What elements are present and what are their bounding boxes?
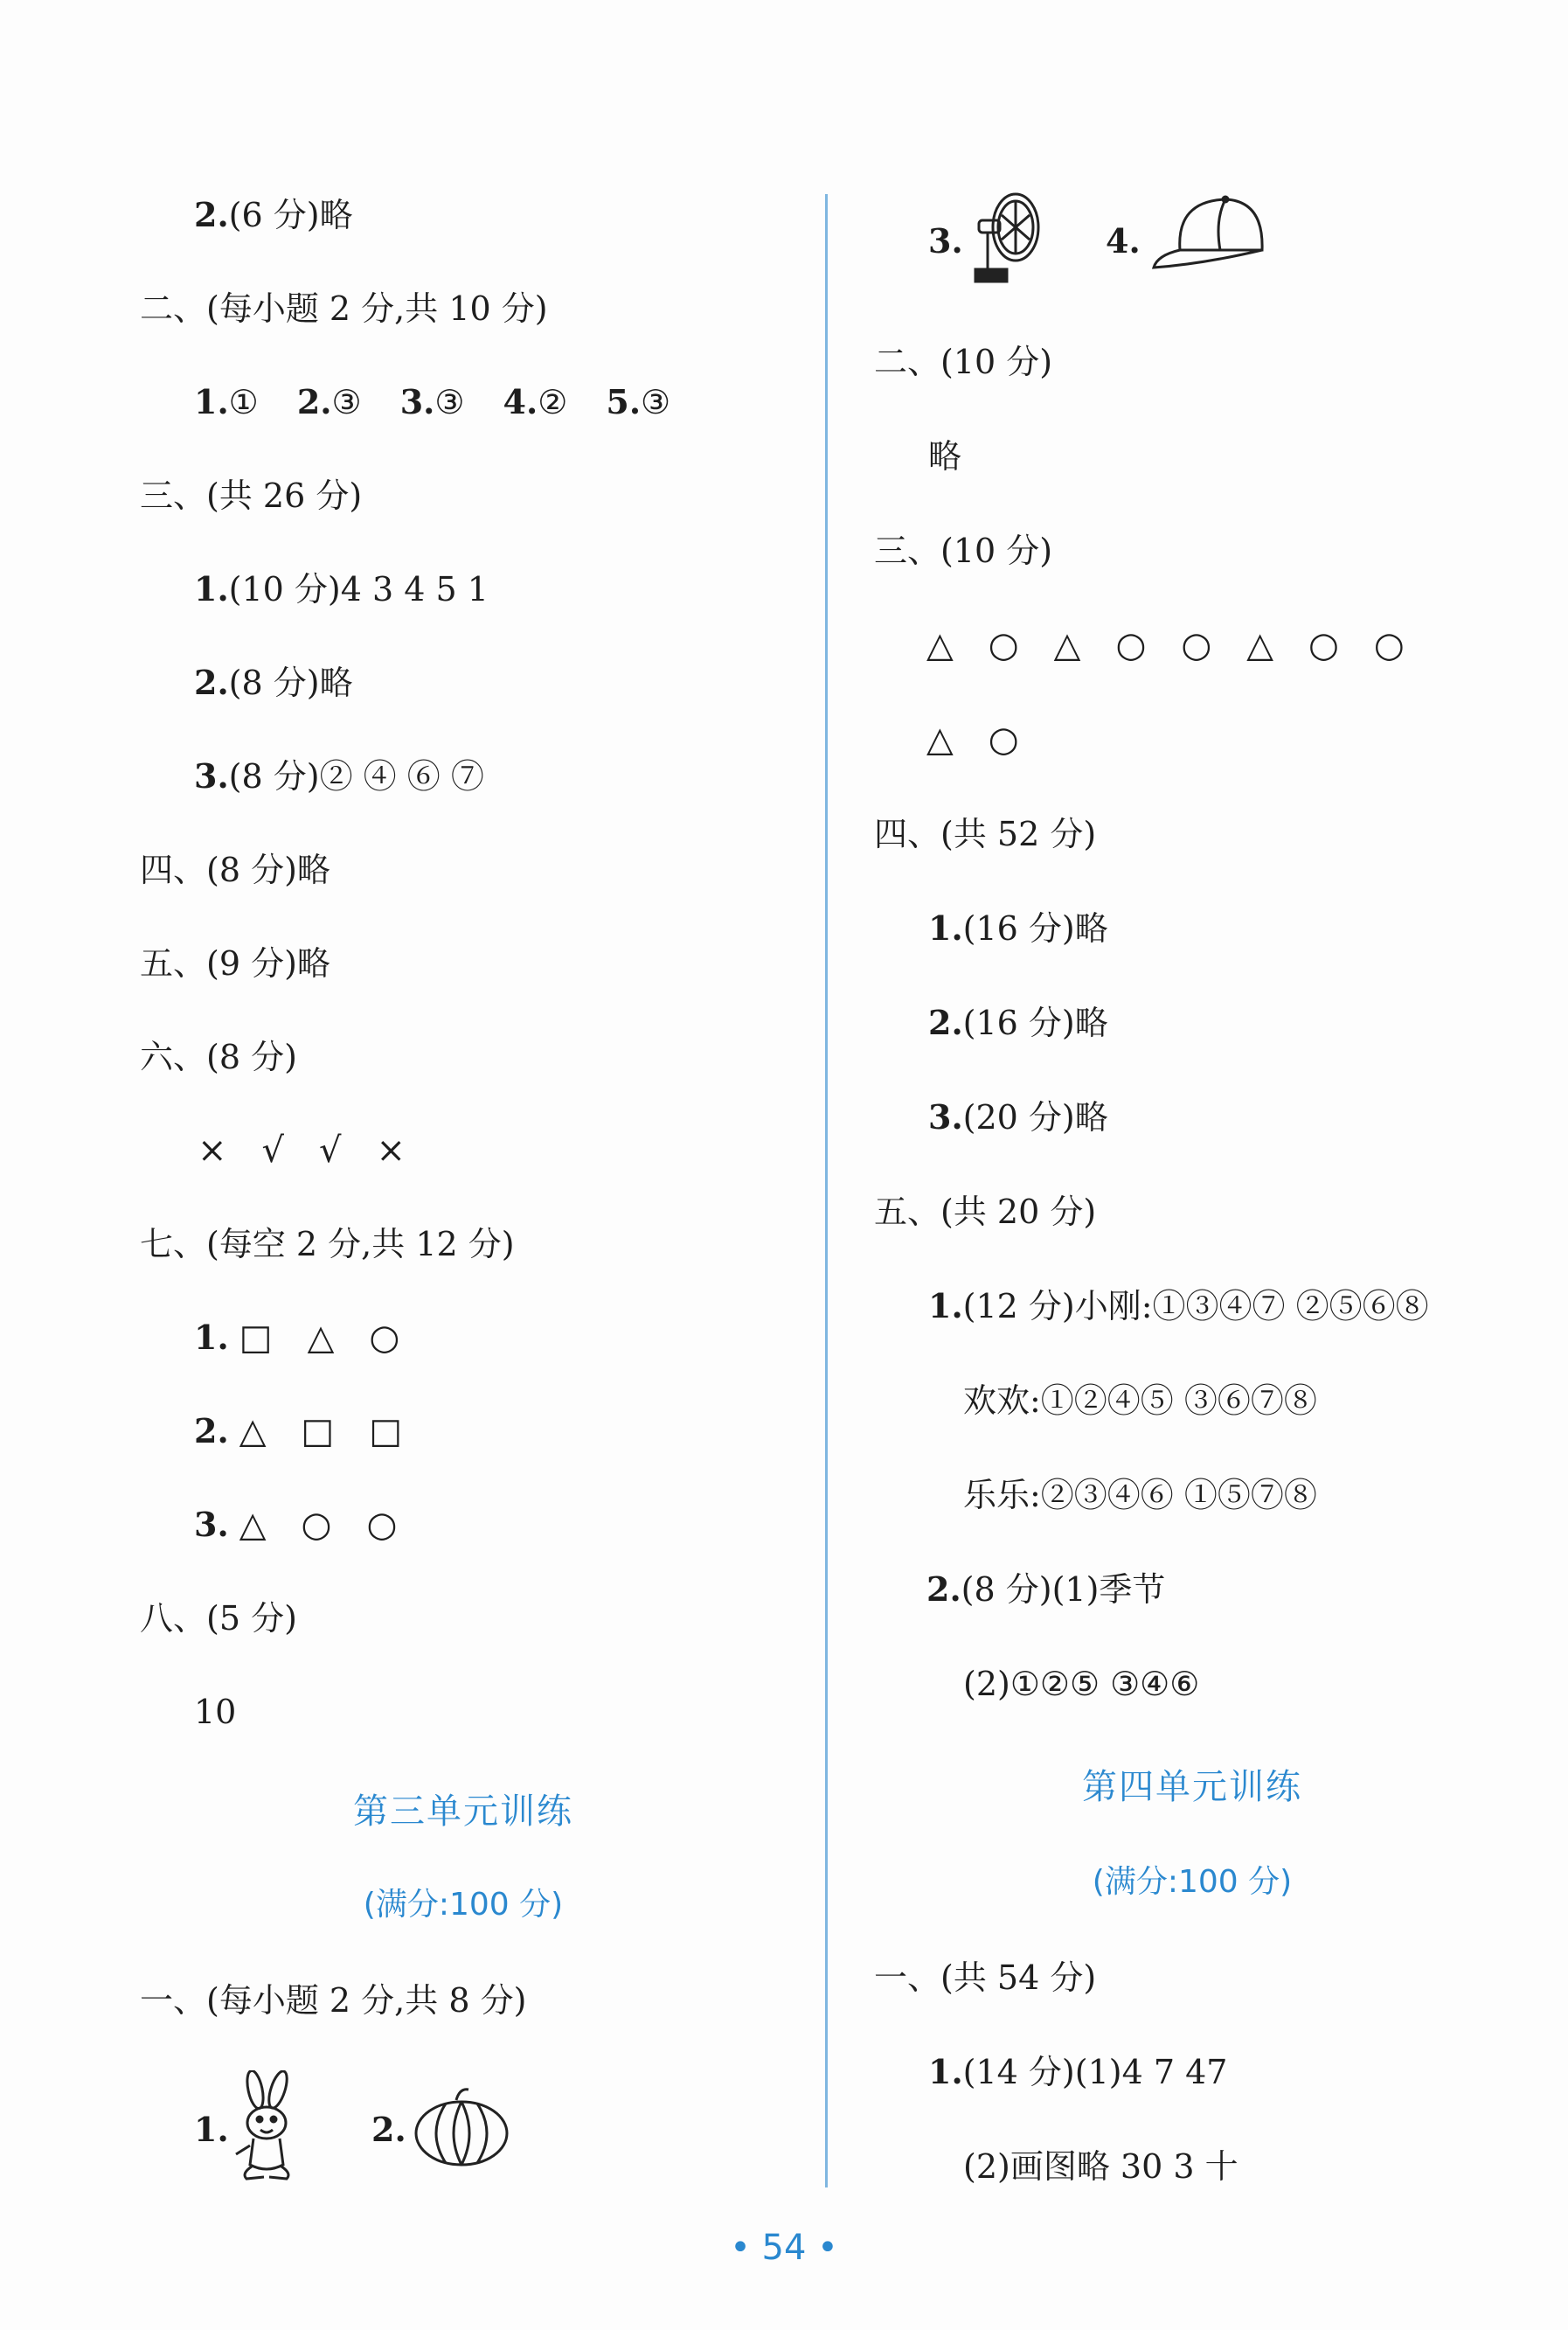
cap-icon [1150, 194, 1267, 273]
answer-line: △ ○ [926, 720, 1019, 760]
answer-line: 1.(14 分)(1)4 7 47 [928, 2052, 1228, 2091]
answer-line: 欢欢:①②④⑤ ③⑥⑦⑧ [963, 1381, 1317, 1420]
section-heading: 六、(8 分) [140, 1038, 297, 1076]
answer-number: 2. [371, 2110, 406, 2149]
column-divider [825, 194, 828, 2187]
pumpkin-icon [411, 2086, 512, 2170]
rabbit-icon [229, 2070, 306, 2184]
section-heading: 三、(10 分) [874, 532, 1053, 570]
answer-number: 3. [928, 221, 963, 261]
answer-line: 略 [928, 437, 962, 476]
section-heading: 五、(9 分)略 [140, 944, 330, 983]
answer-line: 2. △ □ □ [194, 1411, 403, 1451]
fan-icon [970, 189, 1044, 287]
answer-line: 1.(16 分)略 [928, 908, 1108, 948]
answer-line: 2.(16 分)略 [928, 1003, 1108, 1042]
answer-line: 3. △ ○ ○ [194, 1505, 398, 1545]
answer-line: 2.(8 分)略 [194, 663, 353, 702]
answer-line: 1.(12 分)小刚:①③④⑦ ②⑤⑥⑧ [928, 1286, 1429, 1325]
answer-line: × √ √ × [198, 1130, 406, 1171]
answer-line: 10 [194, 1693, 237, 1731]
section-heading: 五、(共 20 分) [874, 1193, 1097, 1231]
unit-title: 第四单元训练 [1082, 1767, 1302, 1807]
answer-line: 1.① 2.③ 3.③ 4.② 5.③ [194, 382, 671, 421]
answer-line: 1.(10 分)4 3 4 5 1 [194, 569, 489, 609]
answer-line: 2.(8 分)(1)季节 [926, 1569, 1166, 1609]
answer-line: 1. □ △ ○ [194, 1318, 400, 1358]
section-heading: 二、(每小题 2 分,共 10 分) [140, 289, 548, 328]
section-heading: 一、(每小题 2 分,共 8 分) [140, 1981, 527, 2020]
answer-number: 1. [194, 2110, 229, 2149]
section-heading: 七、(每空 2 分,共 12 分) [140, 1225, 515, 1263]
answer-line: 乐乐:②③④⑥ ①⑤⑦⑧ [963, 1476, 1317, 1514]
section-heading: 四、(共 52 分) [874, 815, 1097, 853]
answer-line: (2)画图略 30 3 十 [963, 2147, 1238, 2186]
answer-line: (2)①②⑤ ③④⑥ [963, 1665, 1200, 1703]
section-heading: 一、(共 54 分) [874, 1958, 1097, 1997]
answer-number: 4. [1106, 221, 1141, 261]
section-heading: 八、(5 分) [140, 1599, 297, 1638]
unit-title: 第三单元训练 [353, 1791, 573, 1832]
answer-line: 3.(20 分)略 [928, 1097, 1108, 1137]
unit-score: (满分:100 分) [1092, 1864, 1293, 1900]
unit-score: (满分:100 分) [363, 1887, 564, 1923]
section-heading: 三、(共 26 分) [140, 476, 363, 515]
answer-line: △ ○ △ ○ ○ △ ○ ○ [926, 625, 1405, 665]
section-heading: 四、(8 分)略 [140, 851, 330, 889]
answer-line: 3.(8 分)② ④ ⑥ ⑦ [194, 756, 484, 796]
section-heading: 二、(10 分) [874, 343, 1053, 381]
page-number: • 54 • [730, 2228, 838, 2268]
answer-line: 2.(6 分)略 [194, 195, 353, 234]
